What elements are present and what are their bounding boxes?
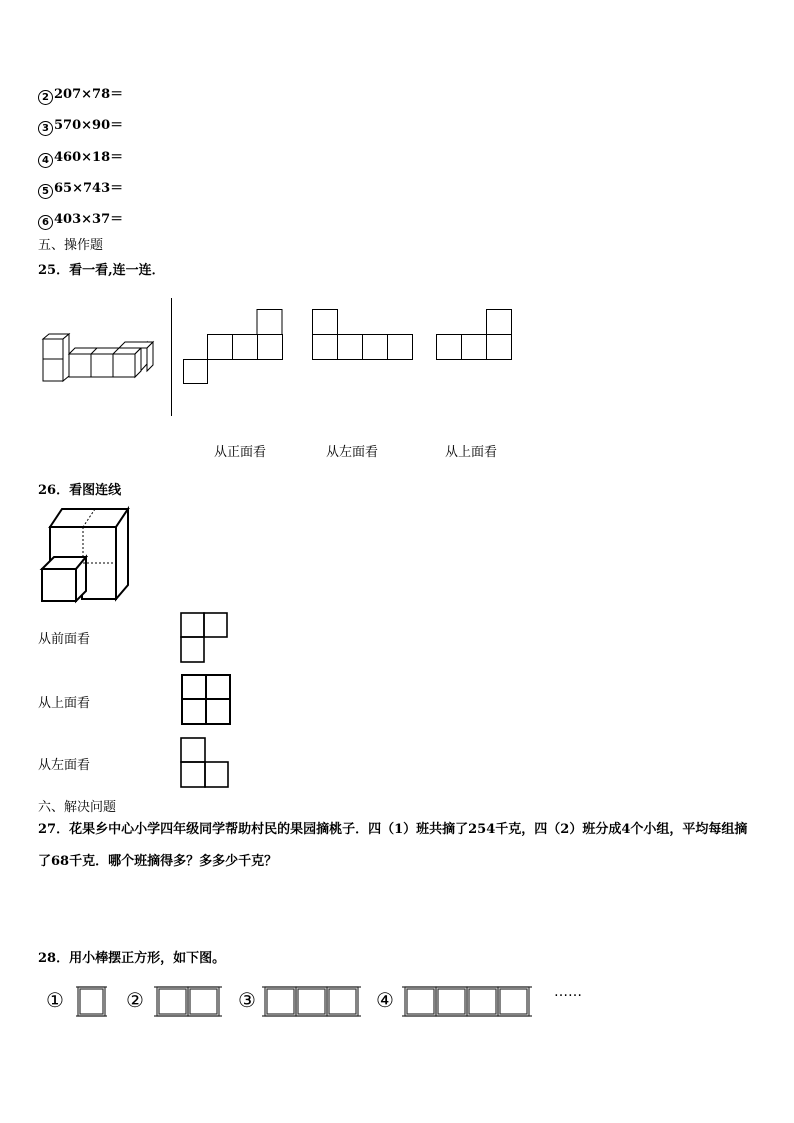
- q25-view-grid-2: [312, 309, 414, 361]
- q26-label-top: 从上面看: [38, 696, 91, 711]
- q25-view-label-front: 从正面看: [214, 445, 267, 460]
- q28-stick-square-1: [76, 984, 108, 1020]
- circled-number: 3: [38, 121, 53, 136]
- q28-figure-label-3: ③: [238, 988, 256, 1012]
- circled-number: 2: [38, 90, 53, 105]
- q28-figure-label-4: ④: [376, 988, 394, 1012]
- q28-figure-label-1: ①: [46, 988, 64, 1012]
- section-title-6: 六、解决问题: [38, 800, 117, 815]
- q26-view-grid-2: [180, 674, 232, 726]
- calc-item-3: [38, 114, 123, 136]
- q25-view-grid-3: [436, 309, 513, 361]
- circled-number: 5: [38, 184, 53, 199]
- q28-title: 28．用小棒摆正方形，如下图。: [38, 951, 226, 966]
- q26-view-grid-1: [180, 612, 230, 664]
- q25-cube-figure: [38, 334, 158, 386]
- calc-expression: 65×743＝: [54, 181, 124, 196]
- q25-view-label-top: 从上面看: [445, 445, 498, 460]
- q26-title: 26．看图连线: [38, 483, 122, 498]
- q26-label-front: 从前面看: [38, 632, 91, 647]
- calc-expression: 403×37＝: [54, 212, 124, 227]
- q26-label-left: 从左面看: [38, 758, 91, 773]
- q25-divider: [171, 298, 172, 416]
- q27-text: 27．花果乡中心小学四年级同学帮助村民的果园摘桃子．四（1）班共摘了254千克，四（2）班分成4个小组，平均每组摘了68千克．哪个班摘得多？多多少千克？: [38, 822, 748, 869]
- calc-item-5: [38, 177, 123, 199]
- circled-number: 6: [38, 215, 53, 230]
- circled-number: 4: [38, 153, 53, 168]
- q28-stick-squares-4: [402, 984, 534, 1020]
- q28-stick-squares-3: [262, 984, 362, 1020]
- q25-view-grid-1: [183, 309, 283, 385]
- calc-expression: 570×90＝: [54, 118, 124, 133]
- calc-item-2: [38, 83, 123, 105]
- q26-view-grid-3: [180, 737, 230, 789]
- q28-figure-label-2: ②: [126, 988, 144, 1012]
- q25-view-label-left: 从左面看: [326, 445, 379, 460]
- calc-expression: 460×18＝: [54, 150, 124, 165]
- q28-stick-squares-2: [154, 984, 224, 1020]
- q28-ellipsis: ……: [554, 984, 582, 1000]
- q26-cube-figure: [40, 507, 132, 603]
- q25-title: 25．看一看,连一连．: [38, 263, 165, 278]
- section-title-5: 五、操作题: [38, 238, 104, 253]
- calc-expression: 207×78＝: [54, 87, 124, 102]
- calc-item-4: [38, 146, 123, 168]
- calc-item-6: [38, 208, 123, 230]
